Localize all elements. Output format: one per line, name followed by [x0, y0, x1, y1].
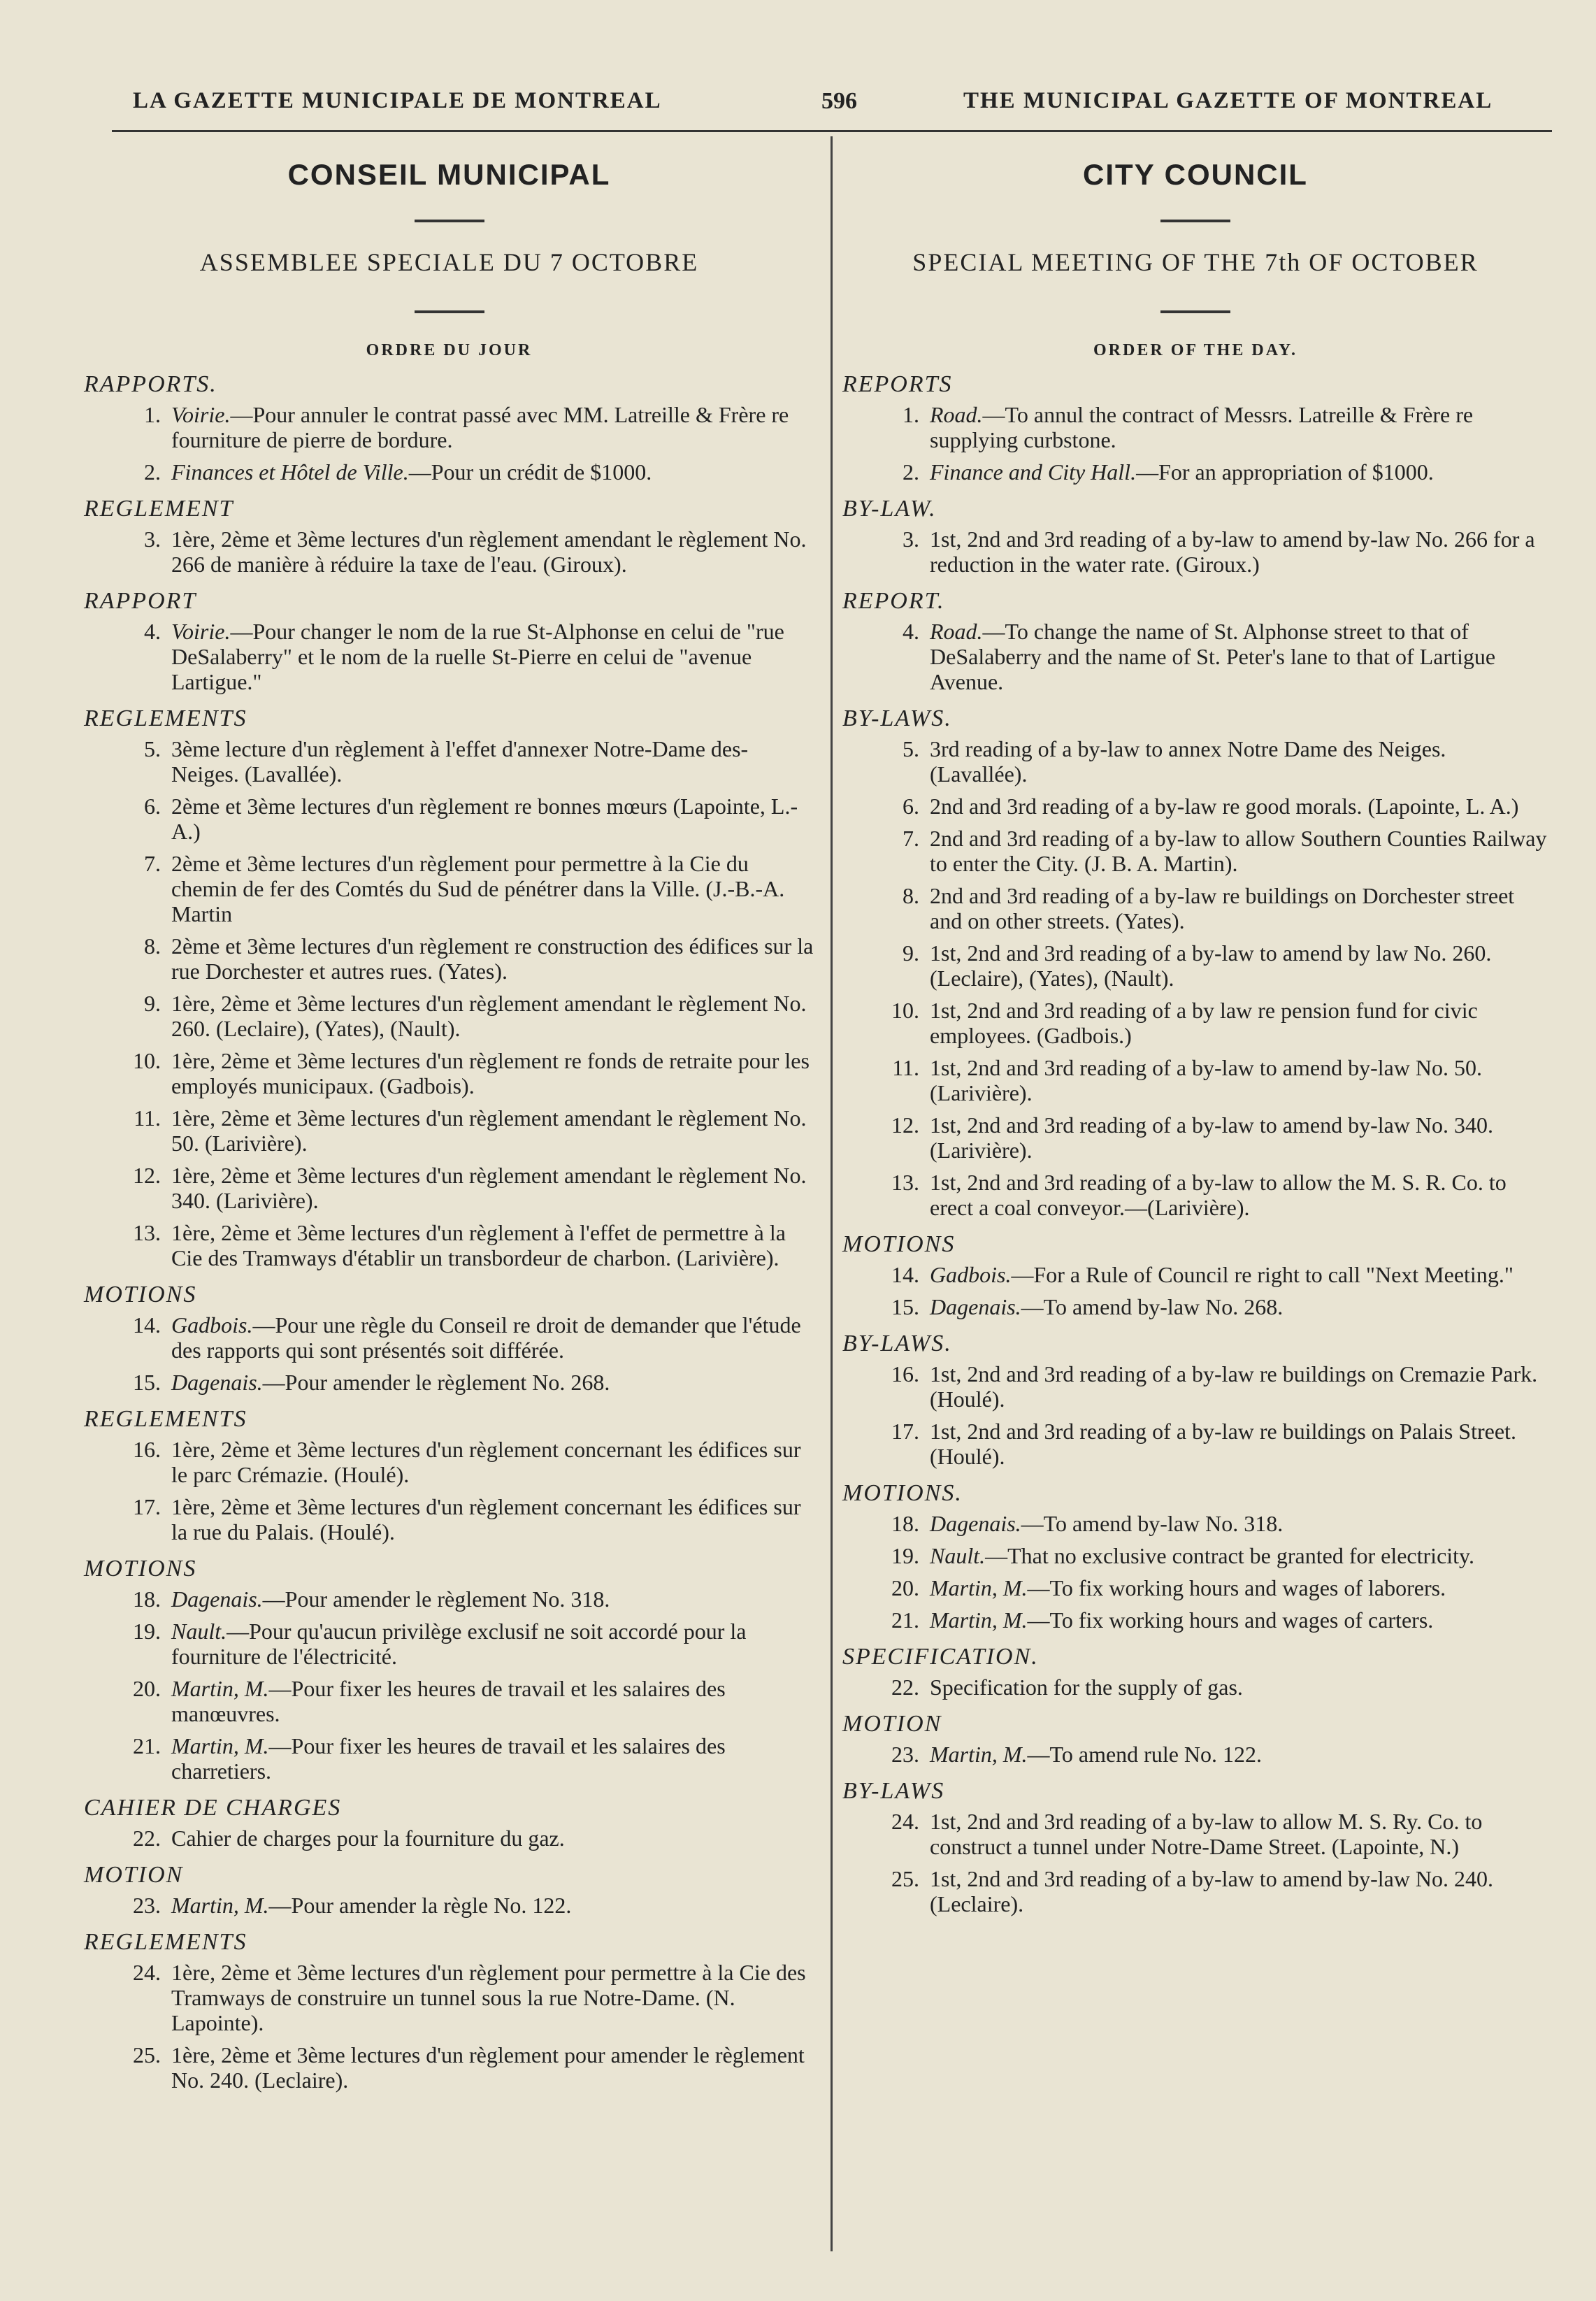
header-right-title: THE MUNICIPAL GAZETTE OF MONTREAL	[963, 88, 1493, 113]
item-number: 19.	[133, 1619, 161, 1644]
agenda-item	[842, 940, 1548, 991]
item-text: 3rd reading of a by-law to annex Notre Dame des Neiges. (Lavallée).	[930, 736, 1446, 787]
agenda-item	[84, 1494, 814, 1544]
item-number: 1.	[144, 402, 161, 427]
agenda-item	[842, 1742, 1548, 1767]
french-agenda	[84, 371, 814, 2093]
agenda-item	[84, 459, 814, 485]
agenda-item	[842, 998, 1548, 1048]
section-heading: REPORTS	[842, 371, 953, 397]
item-text: —Pour amender la règle No. 122.	[268, 1893, 572, 1918]
item-subject: Dagenais.	[930, 1511, 1021, 1536]
item-text: 1ère, 2ème et 3ème lectures d'un règlement pour amender le règlement No. 240. (Leclaire).	[171, 2042, 805, 2093]
header-left-title: LA GAZETTE MUNICIPALE DE MONTREAL	[133, 88, 662, 113]
item-number: 12.	[891, 1112, 919, 1138]
item-number: 4.	[903, 619, 919, 644]
item-subject: Martin, M.	[171, 1733, 269, 1758]
item-number: 2.	[903, 459, 919, 485]
item-subject: Finances et Hôtel de Ville.	[171, 459, 409, 485]
item-number: 13.	[133, 1220, 161, 1245]
item-number: 21.	[891, 1607, 919, 1633]
item-subject: Gadbois.	[171, 1312, 253, 1338]
column-divider	[831, 136, 833, 2251]
item-text: 2ème et 3ème lectures d'un règlement pour permettre à la Cie du chemin de fer des Comtés du Sud de pénétrer dans la Ville. (J.-B.-A. Martin	[171, 851, 785, 926]
agenda-item	[842, 1055, 1548, 1105]
agenda-item	[842, 1511, 1548, 1536]
item-text: 2ème et 3ème lectures d'un règlement re bonnes mœurs (Lapointe, L.-A.)	[171, 794, 798, 844]
item-text: 1st, 2nd and 3rd reading of a by-law to allow the M. S. R. Co. to erect a coal conveyor.—(Larivière).	[930, 1170, 1507, 1220]
item-subject: Dagenais.	[171, 1586, 263, 1612]
item-text: —For a Rule of Council re right to call "Next Meeting."	[1011, 1262, 1514, 1287]
item-subject: Voirie.	[171, 619, 231, 644]
item-number: 14.	[891, 1262, 919, 1287]
section-heading: REPORT.	[842, 588, 945, 614]
item-number: 25.	[891, 1866, 919, 1891]
item-number: 24.	[891, 1809, 919, 1834]
item-text: —Pour une règle du Conseil re droit de demander que l'étude des rapports qui sont présentés soit différée.	[171, 1312, 801, 1363]
item-subject: Finance and City Hall.	[930, 459, 1137, 485]
item-number: 21.	[133, 1733, 161, 1758]
agenda-item	[84, 1105, 814, 1156]
item-text: 1ère, 2ème et 3ème lectures d'un règlement concernant les édifices sur le parc Crémazie. (Houlé).	[171, 1437, 801, 1487]
item-text: —Pour fixer les heures de travail et les salaires des charretiers.	[171, 1733, 726, 1784]
agenda-item	[84, 1220, 814, 1270]
agenda-item	[842, 1419, 1548, 1469]
subtitle-divider	[415, 310, 484, 313]
item-text: 1ère, 2ème et 3ème lectures d'un règlement re fonds de retraite pour les employés municipaux. (Gadbois).	[171, 1048, 810, 1098]
item-number: 17.	[133, 1494, 161, 1519]
item-text: —Pour un crédit de $1000.	[408, 459, 652, 485]
agenda-item	[842, 1262, 1548, 1287]
english-title: CITY COUNCIL	[1083, 158, 1308, 191]
item-text: 1st, 2nd and 3rd reading of a by-law re buildings on Cremazie Park. (Houlé).	[930, 1361, 1538, 1412]
item-number: 3.	[144, 526, 161, 552]
item-text: 1st, 2nd and 3rd reading of a by-law re buildings on Palais Street. (Houlé).	[930, 1419, 1516, 1469]
item-subject: Martin, M.	[171, 1893, 269, 1918]
item-text: 1ère, 2ème et 3ème lectures d'un règlement amendant le règlement No. 340. (Larivière).	[171, 1163, 807, 1213]
item-text: 2nd and 3rd reading of a by-law re buildings on Dorchester street and on other streets. (Yates).	[930, 883, 1515, 933]
page-number: 596	[821, 88, 857, 114]
agenda-item	[842, 794, 1548, 819]
french-subtitle: ASSEMBLEE SPECIALE DU 7 OCTOBRE	[199, 248, 699, 276]
item-text: 3ème lecture d'un règlement à l'effet d'annexer Notre-Dame des-Neiges. (Lavallée).	[171, 736, 749, 787]
item-number: 19.	[891, 1543, 919, 1568]
item-text: —To annul the contract of Messrs. Latreille & Frère re supplying curbstone.	[930, 402, 1474, 452]
item-number: 7.	[144, 851, 161, 876]
item-number: 12.	[133, 1163, 161, 1188]
item-subject: Voirie.	[171, 402, 231, 427]
agenda-item	[842, 1361, 1548, 1412]
item-subject: Dagenais.	[930, 1294, 1021, 1319]
section-heading: RAPPORT	[84, 588, 197, 614]
agenda-item	[84, 1163, 814, 1213]
item-text: Specification for the supply of gas.	[930, 1675, 1243, 1700]
agenda-item	[84, 933, 814, 984]
item-number: 22.	[891, 1675, 919, 1700]
section-heading: MOTIONS.	[842, 1480, 963, 1506]
item-number: 24.	[133, 1960, 161, 1985]
item-text: 1st, 2nd and 3rd reading of a by-law to amend by law No. 260. (Leclaire), (Yates), (Nault).	[930, 940, 1492, 991]
agenda-item	[84, 1619, 814, 1669]
item-subject: Martin, M.	[171, 1676, 269, 1701]
section-heading: BY-LAW.	[842, 496, 937, 522]
agenda-item	[842, 1294, 1548, 1319]
item-text: —To amend rule No. 122.	[1027, 1742, 1263, 1767]
agenda-item	[842, 1543, 1548, 1568]
item-text: —To change the name of St. Alphonse street to that of DeSalaberry and the name of St. Peter's lane to that of Lartigue Avenue.	[930, 619, 1496, 694]
english-agenda	[842, 371, 1548, 1916]
item-subject: Dagenais.	[171, 1370, 263, 1395]
item-number: 20.	[133, 1676, 161, 1701]
french-order-heading: ORDRE DU JOUR	[366, 341, 533, 359]
item-number: 18.	[891, 1511, 919, 1536]
agenda-item	[842, 1675, 1548, 1700]
item-number: 22.	[133, 1826, 161, 1851]
item-number: 13.	[891, 1170, 919, 1195]
item-subject: Gadbois.	[930, 1262, 1012, 1287]
item-text: —To fix working hours and wages of laborers.	[1027, 1575, 1446, 1600]
subtitle-divider	[1160, 310, 1230, 313]
english-subtitle: SPECIAL MEETING OF THE 7th OF OCTOBER	[912, 248, 1479, 276]
item-subject: Road.	[930, 619, 983, 644]
section-heading: BY-LAWS.	[842, 705, 952, 731]
item-text: —Pour qu'aucun privilège exclusif ne soit accordé pour la fourniture de l'électricité.	[171, 1619, 747, 1669]
agenda-item	[84, 526, 814, 577]
item-text: 1st, 2nd and 3rd reading of a by-law to amend by-law No. 240. (Leclaire).	[930, 1866, 1494, 1916]
item-subject: Road.	[930, 402, 983, 427]
section-heading: BY-LAWS.	[842, 1331, 952, 1356]
item-number: 10.	[891, 998, 919, 1023]
item-text: 1ère, 2ème et 3ème lectures d'un règlement amendant le règlement No. 260. (Leclaire), (Yates), (Nault).	[171, 991, 807, 1041]
section-heading: MOTION	[842, 1711, 942, 1737]
item-text: 1ère, 2ème et 3ème lectures d'un règlement pour permettre à la Cie des Tramways de construire un tunnel sous la rue Notre-Dame. (N. Lapointe).	[171, 1960, 806, 2035]
header-rule	[112, 130, 1552, 132]
item-number: 2.	[144, 459, 161, 485]
agenda-item	[84, 402, 814, 452]
item-text: 2nd and 3rd reading of a by-law re good morals. (Lapointe, L. A.)	[930, 794, 1519, 819]
french-title: CONSEIL MUNICIPAL	[287, 158, 611, 191]
item-number: 4.	[144, 619, 161, 644]
item-text: 2ème et 3ème lectures d'un règlement re construction des édifices sur la rue Dorchester et autres rues. (Yates).	[171, 933, 814, 984]
agenda-item	[84, 794, 814, 844]
item-number: 9.	[144, 991, 161, 1016]
agenda-item	[84, 619, 814, 694]
agenda-item	[842, 1866, 1548, 1916]
section-heading: REGLEMENT	[84, 496, 234, 522]
item-text: 1ère, 2ème et 3ème lectures d'un règlement à l'effet de permettre à la Cie des Tramways d'établir un transbordeur de charbon. (Larivière).	[171, 1220, 786, 1270]
section-heading: SPECIFICATION.	[842, 1644, 1039, 1670]
agenda-item	[84, 1960, 814, 2035]
item-text: —Pour annuler le contrat passé avec MM. Latreille & Frère re fourniture de pierre de bordure.	[171, 402, 789, 452]
item-number: 9.	[903, 940, 919, 966]
item-subject: Martin, M.	[930, 1742, 1028, 1767]
item-subject: Nault.	[171, 1619, 227, 1644]
agenda-item	[842, 1170, 1548, 1220]
item-number: 20.	[891, 1575, 919, 1600]
section-heading: BY-LAWS	[842, 1778, 945, 1804]
agenda-item	[84, 1893, 814, 1918]
english-column	[842, 140, 1548, 1923]
item-number: 25.	[133, 2042, 161, 2067]
agenda-item	[84, 851, 814, 926]
agenda-item	[84, 1312, 814, 1363]
agenda-item	[84, 2042, 814, 2093]
agenda-item	[84, 1733, 814, 1784]
agenda-item	[842, 619, 1548, 694]
item-text: —To amend by-law No. 318.	[1021, 1511, 1284, 1536]
item-number: 16.	[133, 1437, 161, 1462]
item-number: 15.	[891, 1294, 919, 1319]
agenda-item	[842, 736, 1548, 787]
agenda-item	[84, 1048, 814, 1098]
agenda-item	[842, 1575, 1548, 1600]
item-text: —Pour amender le règlement No. 268.	[262, 1370, 610, 1395]
agenda-item	[842, 1607, 1548, 1633]
item-text: —Pour fixer les heures de travail et les salaires des manœuvres.	[171, 1676, 726, 1726]
item-number: 5.	[903, 736, 919, 761]
section-heading: MOTIONS	[842, 1231, 956, 1257]
item-number: 7.	[903, 826, 919, 851]
item-text: 1st, 2nd and 3rd reading of a by law re pension fund for civic employees. (Gadbois.)	[930, 998, 1478, 1048]
title-divider	[415, 220, 484, 222]
item-number: 11.	[892, 1055, 919, 1080]
title-divider	[1160, 220, 1230, 222]
item-number: 15.	[133, 1370, 161, 1395]
item-text: —Pour amender le règlement No. 318.	[262, 1586, 610, 1612]
item-text: 1st, 2nd and 3rd reading of a by-law to amend by-law No. 340. (Larivière).	[930, 1112, 1494, 1163]
item-number: 6.	[144, 794, 161, 819]
item-subject: Nault.	[930, 1543, 986, 1568]
item-number: 5.	[144, 736, 161, 761]
item-text: —That no exclusive contract be granted for electricity.	[985, 1543, 1474, 1568]
item-number: 10.	[133, 1048, 161, 1073]
item-text: —For an appropriation of $1000.	[1136, 459, 1434, 485]
item-text: —Pour changer le nom de la rue St-Alphonse en celui de "rue DeSalaberry" et le nom de la ruelle St-Pierre en celui de "avenue Lartigue."	[171, 619, 784, 694]
french-column	[84, 140, 814, 2100]
agenda-item	[84, 1437, 814, 1487]
agenda-item	[842, 1809, 1548, 1859]
item-number: 8.	[144, 933, 161, 959]
agenda-item	[84, 991, 814, 1041]
item-number: 14.	[133, 1312, 161, 1338]
agenda-item	[842, 402, 1548, 452]
section-heading: MOTIONS	[84, 1556, 197, 1582]
item-number: 1.	[903, 402, 919, 427]
item-text: Cahier de charges pour la fourniture du gaz.	[171, 1826, 565, 1851]
item-text: 1st, 2nd and 3rd reading of a by-law to amend by-law No. 266 for a reduction in the water rate. (Giroux.)	[930, 526, 1535, 577]
agenda-item	[84, 1586, 814, 1612]
item-subject: Martin, M.	[930, 1607, 1028, 1633]
section-heading: MOTIONS	[84, 1282, 197, 1307]
agenda-item	[842, 826, 1548, 876]
agenda-item	[84, 1370, 814, 1395]
section-heading: MOTION	[84, 1862, 184, 1888]
agenda-item	[842, 883, 1548, 933]
item-number: 23.	[133, 1893, 161, 1918]
agenda-item	[84, 1826, 814, 1851]
section-heading: REGLEMENTS	[84, 705, 247, 731]
item-number: 11.	[134, 1105, 161, 1131]
section-heading: REGLEMENTS	[84, 1929, 247, 1955]
agenda-item	[842, 459, 1548, 485]
item-text: —To fix working hours and wages of carters.	[1027, 1607, 1434, 1633]
agenda-item	[84, 1676, 814, 1726]
item-text: 1ère, 2ème et 3ème lectures d'un règlement amendant le règlement No. 266 de manière à réduire la taxe de l'eau. (Giroux).	[171, 526, 807, 577]
item-number: 17.	[891, 1419, 919, 1444]
item-text: 2nd and 3rd reading of a by-law to allow Southern Counties Railway to enter the City. (J. B. A. Martin).	[930, 826, 1547, 876]
item-number: 8.	[903, 883, 919, 908]
item-number: 3.	[903, 526, 919, 552]
agenda-item	[84, 736, 814, 787]
item-number: 6.	[903, 794, 919, 819]
item-text: 1ère, 2ème et 3ème lectures d'un règlement concernant les édifices sur la rue du Palais. (Houlé).	[171, 1494, 801, 1544]
item-text: 1st, 2nd and 3rd reading of a by-law to allow M. S. Ry. Co. to construct a tunnel under Notre-Dame Street. (Lapointe, N.)	[930, 1809, 1483, 1859]
item-text: 1st, 2nd and 3rd reading of a by-law to amend by-law No. 50. (Larivière).	[930, 1055, 1483, 1105]
section-heading: CAHIER DE CHARGES	[84, 1795, 342, 1821]
page-header	[0, 0, 1596, 133]
section-heading: RAPPORTS.	[84, 371, 217, 397]
item-text: 1ère, 2ème et 3ème lectures d'un règlement amendant le règlement No. 50. (Larivière).	[171, 1105, 807, 1156]
agenda-item	[842, 1112, 1548, 1163]
item-number: 18.	[133, 1586, 161, 1612]
item-subject: Martin, M.	[930, 1575, 1028, 1600]
item-number: 16.	[891, 1361, 919, 1386]
section-heading: REGLEMENTS	[84, 1406, 247, 1432]
item-number: 23.	[891, 1742, 919, 1767]
item-text: —To amend by-law No. 268.	[1021, 1294, 1284, 1319]
agenda-item	[842, 526, 1548, 577]
english-order-heading: ORDER OF THE DAY.	[1093, 341, 1297, 359]
